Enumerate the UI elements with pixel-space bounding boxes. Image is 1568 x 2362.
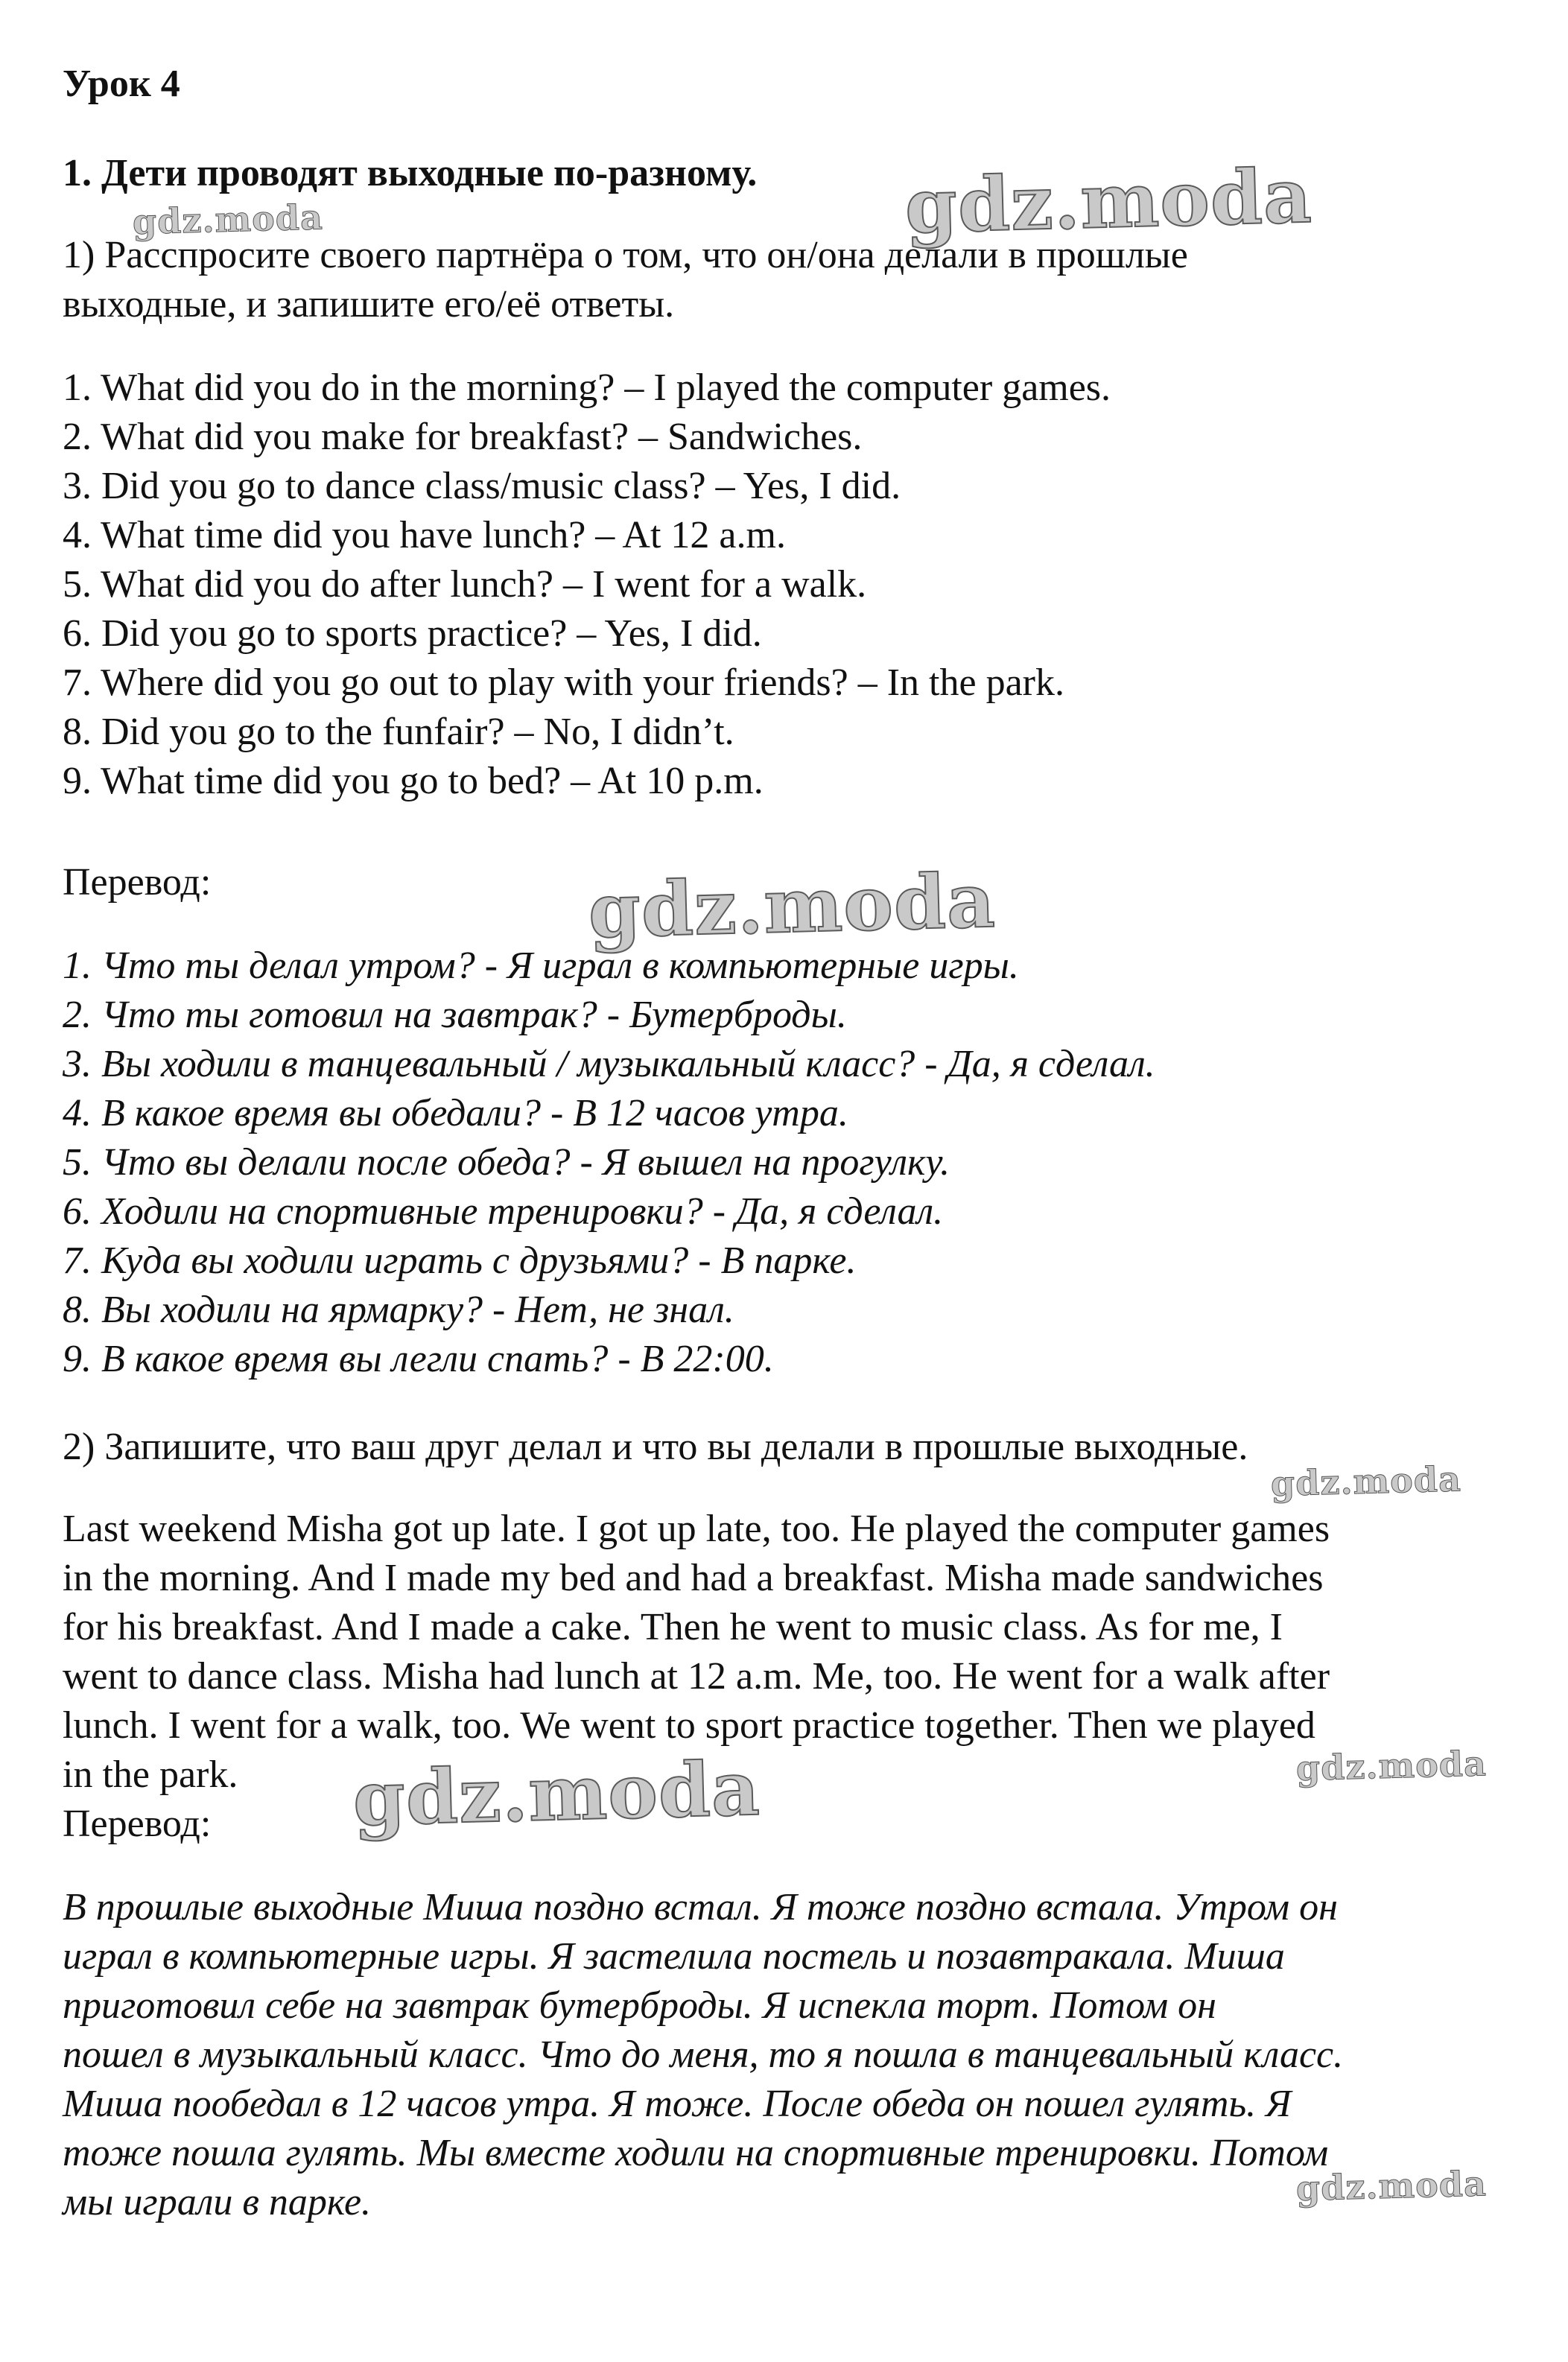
qa-item: 2. What did you make for breakfast? – Sandwiches. [63,416,863,458]
story-line: lunch. I went for a walk, too. We went to sport practice together. Then we played [63,1704,1315,1747]
translation-item: 4. В какое время вы обедали? - В 12 часов утра. [63,1092,848,1134]
qa-item: 4. What time did you have lunch? – At 12 a.m. [63,514,786,556]
qa-item: 6. Did you go to sports practice? – Yes, I did. [63,612,762,655]
story-line: В прошлые выходные Миша поздно встал. Я тоже поздно встала. Утром он [63,1886,1338,1928]
instruction-line: 1) Расспросите своего партнёра о том, что он/она делали в прошлые [63,234,1188,276]
story-line: играл в компьютерные игры. Я застелила постель и позавтракала. Миша [63,1935,1285,1978]
qa-item: 7. Where did you go out to play with your friends? – In the park. [63,661,1064,704]
story-line: in the park. [63,1753,238,1796]
story-line: Last weekend Misha got up late. I got up late, too. He played the computer games [63,1508,1330,1550]
translation-label: Перевод: [63,861,212,904]
translation-item: 6. Ходили на спортивные тренировки? - Да, я сделал. [63,1190,944,1233]
qa-item: 5. What did you do after lunch? – I went for a walk. [63,563,867,606]
lesson-title: Урок 4 [63,63,180,105]
watermark-logo: gdz.moda [587,856,997,955]
watermark-logo: gdz.moda [1295,2163,1488,2209]
qa-item: 1. What did you do in the morning? – I played the computer games. [63,366,1111,409]
subtask2-instruction: 2) Запишите, что ваш друг делал и что вы делали в прошлые выходные. [63,1426,1248,1468]
story-line: пошел в музыкальный класс. Что до меня, то я пошла в танцевальный класс. [63,2034,1344,2076]
translation-item: 9. В какое время вы легли спать? - В 22:00. [63,1338,774,1380]
watermark-logo: gdz.moda [1295,1743,1488,1788]
instruction-line: выходные, и запишите его/её ответы. [63,283,675,326]
qa-item: 8. Did you go to the funfair? – No, I didn’t. [63,711,734,753]
watermark-logo: gdz.moda [1270,1458,1462,1504]
qa-item: 9. What time did you go to bed? – At 10 p.m. [63,760,764,802]
translation-item: 8. Вы ходили на ярмарку? - Нет, не знал. [63,1289,734,1331]
story-line: went to dance class. Misha had lunch at 12 a.m. Me, too. He went for a walk after [63,1655,1330,1698]
translation-item: 7. Куда вы ходили играть с друзьями? - В парке. [63,1239,857,1282]
qa-list [63,363,1515,806]
story-line: тоже пошла гулять. Мы вместе ходили на спортивные тренировки. Потом [63,2132,1329,2174]
story-line: мы играли в парке. [63,2181,372,2223]
watermark-logo: gdz.moda [132,197,324,242]
translation-item: 1. Что ты делал утром? - Я играл в компьютерные игры. [63,945,1019,987]
translation-item: 3. Вы ходили в танцевальный / музыкальный класс? - Да, я сделал. [63,1043,1155,1085]
story-line: in the morning. And I made my bed and had a breakfast. Misha made sandwiches [63,1557,1324,1599]
translation-item: 5. Что вы делали после обеда? - Я вышел на прогулку. [63,1141,950,1184]
translation-list [63,942,1515,1384]
watermark-logo: gdz.moda [904,151,1314,250]
story-line: for his breakfast. And I made a cake. Then he went to music class. As for me, I [63,1606,1283,1648]
task-heading: 1. Дети проводят выходные по-разному. [63,152,758,194]
qa-item: 3. Did you go to dance class/music class? – Yes, I did. [63,465,901,507]
story-line: Миша пообедал в 12 часов утра. Я тоже. После обеда он пошел гулять. Я [63,2083,1292,2125]
translation-label-2: Перевод: [63,1803,212,1845]
translation-item: 2. Что ты готовил на завтрак? - Бутерброды. [63,994,847,1036]
watermark-logo: gdz.moda [352,1744,762,1843]
subtask1-instruction [63,231,1515,329]
story-line: приготовил себе на завтрак бутерброды. Я испекла торт. Потом он [63,1984,1216,2027]
